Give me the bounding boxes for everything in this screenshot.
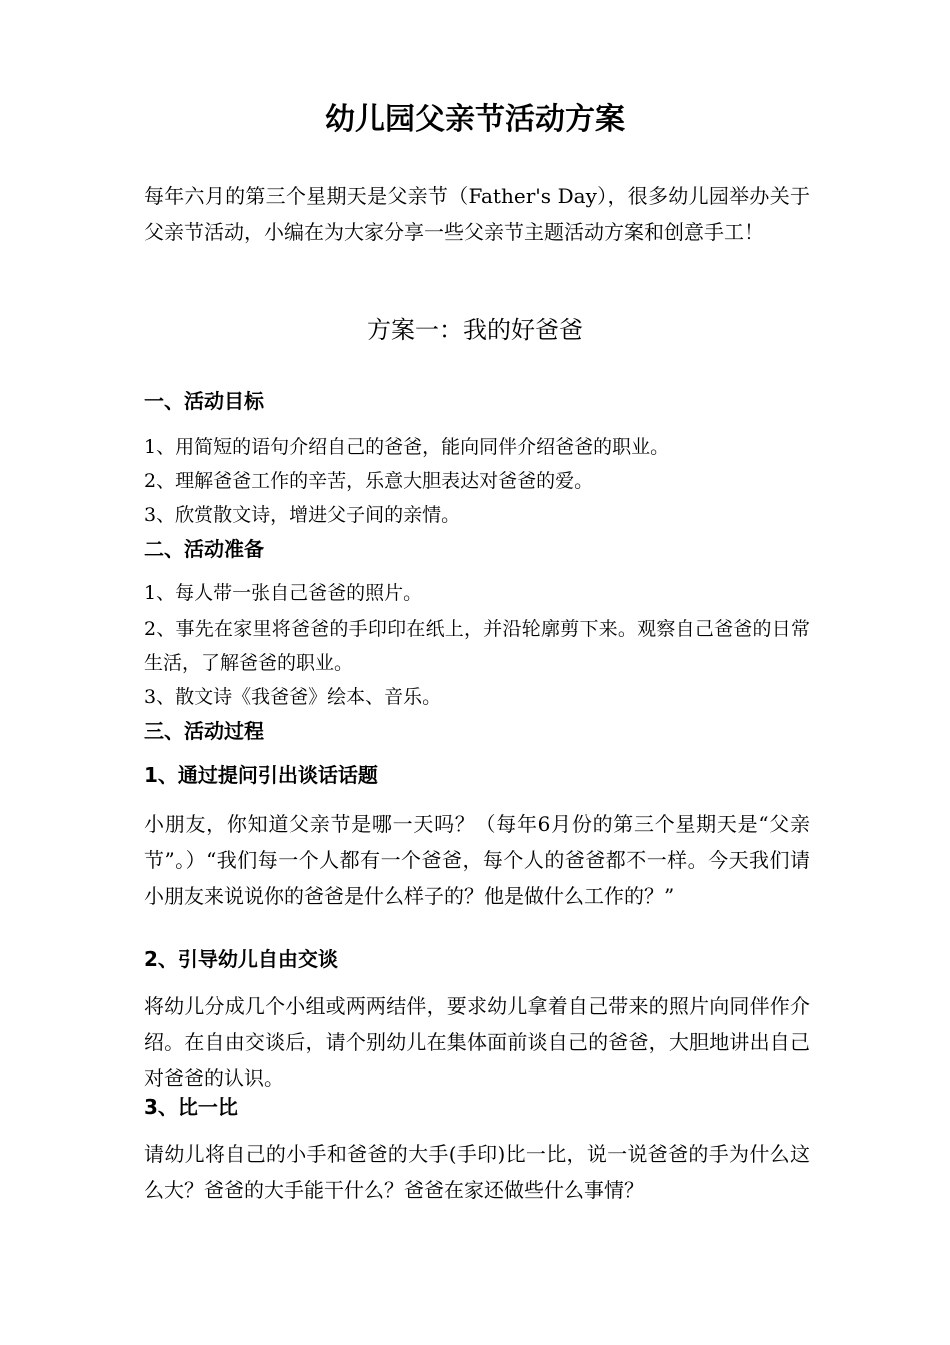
prep-item: 1、每人带一张自己爸爸的照片。	[144, 582, 423, 604]
prep-item: 2、事先在家里将爸爸的手印印在纸上，并沿轮廓剪下来。观察自己爸爸的日常生活，了解爸爸的职业。	[144, 618, 810, 674]
step-heading-2: 2、引导幼儿自由交谈	[144, 947, 338, 971]
section-heading-goals: 一、活动目标	[144, 389, 264, 413]
step-text-1: 小朋友，你知道父亲节是哪一天吗？（每年6月份的第三个星期天是“父亲节”。）“我们每一个人都有一个爸爸，每个人的爸爸都不一样。今天我们请小朋友来说说你的爸爸是什么样子的？他是做什么工作的？”	[144, 812, 810, 908]
plan-title: 方案一：我的好爸爸	[367, 316, 583, 344]
step-text-3: 请幼儿将自己的小手和爸爸的大手(手印)比一比，说一说爸爸的手为什么这么大？爸爸的大手能干什么？爸爸在家还做些什么事情？	[144, 1142, 810, 1202]
goal-item: 2、理解爸爸工作的辛苦，乐意大胆表达对爸爸的爱。	[144, 470, 594, 492]
section-heading-prep: 二、活动准备	[144, 537, 264, 561]
step-text-block-1	[144, 806, 810, 914]
intro-text: 每年六月的第三个星期天是父亲节（Father's Day），很多幼儿园举办关于父亲节活动，小编在为大家分享一些父亲节主题活动方案和创意手工！	[144, 184, 810, 244]
document-title: 幼儿园父亲节活动方案	[325, 102, 625, 137]
step-text-block-3	[144, 1136, 810, 1208]
goal-item: 3、欣赏散文诗，增进父子间的亲情。	[144, 504, 461, 526]
section-heading-process: 三、活动过程	[144, 719, 264, 743]
intro-paragraph	[144, 178, 810, 250]
step-text-block-2	[144, 988, 810, 1096]
prep-item-block	[144, 612, 810, 680]
goal-item: 1、用简短的语句介绍自己的爸爸，能向同伴介绍爸爸的职业。	[144, 436, 670, 458]
step-heading-3: 3、比一比	[144, 1095, 238, 1119]
step-text-2: 将幼儿分成几个小组或两两结伴，要求幼儿拿着自己带来的照片向同伴作介绍。在自由交谈后，请个别幼儿在集体面前谈自己的爸爸，大胆地讲出自己对爸爸的认识。	[144, 994, 810, 1090]
prep-item: 3、散文诗《我爸爸》绘本、音乐。	[144, 686, 442, 708]
step-heading-1: 1、通过提问引出谈话话题	[144, 763, 378, 787]
